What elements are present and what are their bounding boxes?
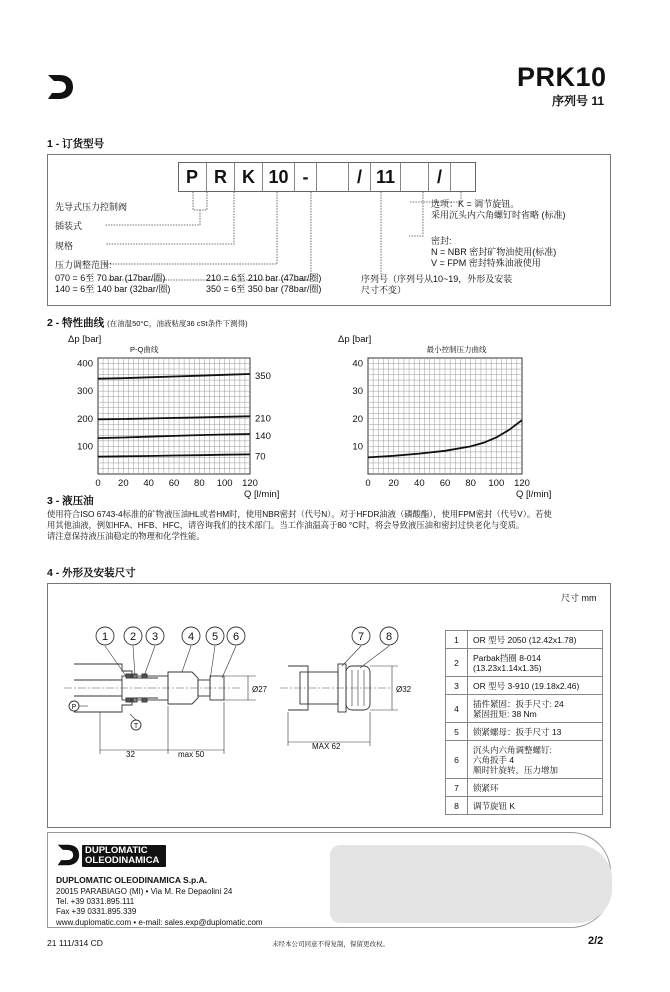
code-cell: P <box>185 166 198 187</box>
part-description: 锁紧环 <box>468 779 603 797</box>
section-2-heading: 2 - 特性曲线 <box>47 317 105 329</box>
y-tick-label: 400 <box>77 358 93 370</box>
x-tick-label: 0 <box>365 478 371 489</box>
option-line-1: 选项：K = 调节旋钮。 <box>431 199 520 209</box>
y-tick-label: 30 <box>352 386 363 398</box>
oil-paragraph-line-2: 用其他油液，例如HFA、HFB、HFC，请咨询我们的技术部门。当工作油温高于80 °C时，将会导致液压油和密封过快老化与变质。 <box>47 520 525 530</box>
series-label: 350 <box>255 371 271 383</box>
x-tick-label: 120 <box>514 478 530 489</box>
pressure-range-label: 压力调整范围: <box>55 260 112 270</box>
cartridge-label: 插装式 <box>55 221 83 231</box>
x-tick-label: 60 <box>168 478 180 489</box>
serial-line-1: 序列号（序列号从10~19，外形及安装 <box>361 274 513 284</box>
range-140: 140 = 6至 140 bar (32bar/圈) <box>55 284 171 294</box>
unit-label: 尺寸 mm <box>561 593 597 603</box>
parts-row <box>446 649 603 677</box>
option-line-2: 采用沉头内六角螺钉时省略 (标准) <box>431 210 566 220</box>
section-3-title: 3 - 液压油 <box>47 495 94 507</box>
logo-word-2: OLEODINAMICA <box>85 855 160 866</box>
logo-word-1: DUPLOMATIC <box>85 845 148 856</box>
x-tick-label: 100 <box>216 478 233 489</box>
product-title: PRK10 <box>517 62 607 92</box>
x-axis-label: Q [l/min] <box>244 489 280 500</box>
footer-logo-wordmark <box>82 845 166 867</box>
port-t-label: T <box>133 723 139 730</box>
balloon-label: 5 <box>211 631 219 643</box>
x-tick-label: 40 <box>414 478 425 489</box>
section-4-title: 4 - 外形及安装尺寸 <box>47 567 136 579</box>
company-tel: Tel. +39 0331.895.111 <box>56 897 135 906</box>
x-axis-label: Q [l/min] <box>516 489 552 500</box>
code-cell: 11 <box>370 163 400 191</box>
x-tick-label: 0 <box>95 478 101 489</box>
x-tick-label: 80 <box>194 478 205 489</box>
code-cell: R <box>206 163 234 191</box>
part-number: 7 <box>446 779 468 797</box>
part-description: 调节旋钮 K <box>468 797 603 815</box>
duplomatic-logo-icon <box>46 73 74 101</box>
pq-chart <box>40 332 290 500</box>
part-number: 6 <box>446 741 468 779</box>
balloon-label: 1 <box>101 631 109 643</box>
code-cell: K <box>234 163 262 191</box>
x-tick-label: 100 <box>488 478 505 489</box>
parts-table <box>445 630 603 815</box>
company-fax: Fax +39 0331.895.339 <box>56 907 137 916</box>
series-label: 70 <box>255 451 266 463</box>
code-cell: / <box>348 163 370 191</box>
rights-notice: 未经本公司同意不得复制，保留更改权。 <box>272 941 389 948</box>
diameter-27: Ø27 <box>252 685 268 694</box>
balloon-label: 2 <box>129 631 137 643</box>
part-description: Parbak挡圈 8-014 (13.23x1.14x1.35) <box>468 649 603 677</box>
serial-line-2: 尺寸不变） <box>361 285 407 295</box>
part-number: 8 <box>446 797 468 815</box>
x-tick-label: 120 <box>242 478 258 489</box>
balloon-label: 3 <box>151 631 159 643</box>
range-070: 070 = 6至 70 bar (17bar/圈) <box>55 273 166 283</box>
y-axis-label: Δp [bar] <box>68 334 102 345</box>
dim-32: 32 <box>126 750 135 759</box>
code-cell: / <box>428 163 450 191</box>
pilot-valve-label: 先导式压力控制阀 <box>55 202 128 212</box>
series-label: 140 <box>255 430 271 442</box>
part-number: 1 <box>446 631 468 649</box>
y-axis-label: Δp [bar] <box>338 334 372 345</box>
y-tick-label: 20 <box>352 413 363 425</box>
dim-max-50: max 50 <box>178 750 205 759</box>
company-web: www.duplomatic.com • e-mail: sales.exp@duplomatic.com <box>56 918 263 927</box>
part-number: 3 <box>446 677 468 695</box>
footer-logo-icon <box>56 843 80 867</box>
size-label: 规格 <box>55 241 74 251</box>
part-description: 插件紧固：扳手尺寸: 24 紧固扭矩: 38 Nm <box>468 695 603 723</box>
x-tick-label: 40 <box>143 478 154 489</box>
balloon-label: 7 <box>357 631 365 643</box>
part-description: OR 型号 2050 (12.42x1.78) <box>468 631 603 649</box>
series-label: 序列号 11 <box>552 94 605 108</box>
port-p-label: P <box>71 704 77 711</box>
code-cell: - <box>294 163 316 191</box>
installation-drawing <box>60 622 430 764</box>
footer-gray-panel <box>330 845 612 923</box>
min-pilot-pressure-chart <box>330 332 570 500</box>
series-label: 210 <box>255 413 271 425</box>
parts-row <box>446 797 603 815</box>
part-number: 5 <box>446 723 468 741</box>
dim-max-62: MAX 62 <box>312 742 341 751</box>
section-2-note: (在油温50°C，油液粘度36 cSt条件下测得) <box>107 319 248 328</box>
page-number: 2/2 <box>588 935 604 947</box>
x-tick-label: 60 <box>439 478 451 489</box>
y-tick-label: 100 <box>77 441 93 453</box>
x-tick-label: 20 <box>388 478 399 489</box>
parts-row <box>446 741 603 779</box>
balloon-label: 6 <box>232 631 240 643</box>
seal-title: 密封: <box>431 236 452 246</box>
seal-fpm: V = FPM 密封特殊油液使用 <box>431 258 541 268</box>
range-210: 210 = 6至 210 bar (47bar/圈) <box>206 273 322 283</box>
parts-row <box>446 631 603 649</box>
parts-row <box>446 695 603 723</box>
part-number: 2 <box>446 649 468 677</box>
parts-row <box>446 723 603 741</box>
company-name: DUPLOMATIC OLEODINAMICA S.p.A. <box>56 875 208 885</box>
y-tick-label: 200 <box>77 413 93 425</box>
x-tick-label: 80 <box>465 478 476 489</box>
company-address: 20015 PARABIAGO (MI) • Via M. Re Depaolini 24 <box>56 887 233 896</box>
x-tick-label: 20 <box>118 478 129 489</box>
part-description: OR 型号 3-910 (19.18x2.46) <box>468 677 603 695</box>
diameter-32: Ø32 <box>396 685 412 694</box>
code-cell: 10 <box>262 163 294 191</box>
doc-number: 21 111/314 CD <box>47 938 103 948</box>
y-tick-label: 40 <box>352 358 363 370</box>
parts-row <box>446 779 603 797</box>
section-2-title <box>47 318 248 329</box>
y-tick-label: 10 <box>352 441 363 453</box>
balloon-label: 4 <box>187 631 195 643</box>
part-number: 4 <box>446 695 468 723</box>
balloon-label: 8 <box>385 631 393 643</box>
oil-paragraph-line-3: 请注意保持液压油稳定的物理和化学性能。 <box>47 531 205 541</box>
y-tick-label: 300 <box>77 386 93 398</box>
seal-nbr: N = NBR 密封矿物油使用(标准) <box>431 247 557 257</box>
part-description: 沉头内六角调整螺钉: 六角扳手 4 顺时针旋转，压力增加 <box>468 741 603 779</box>
oil-paragraph-line-1: 使用符合ISO 6743-4标准的矿物液压油HL或者HM时，使用NBR密封（代号N）。对于HFDR油液（磷酸酯），使用FPM密封（代号V）。若使 <box>47 509 552 519</box>
chart-title: 最小控制压力曲线 <box>426 345 487 354</box>
parts-row <box>446 677 603 695</box>
part-description: 锁紧螺母：扳手尺寸 13 <box>468 723 603 741</box>
section-1-title: 1 - 订货型号 <box>47 138 105 150</box>
chart-title: P-Q曲线 <box>130 345 159 354</box>
range-350: 350 = 6至 350 bar (78bar/圈) <box>206 284 322 294</box>
